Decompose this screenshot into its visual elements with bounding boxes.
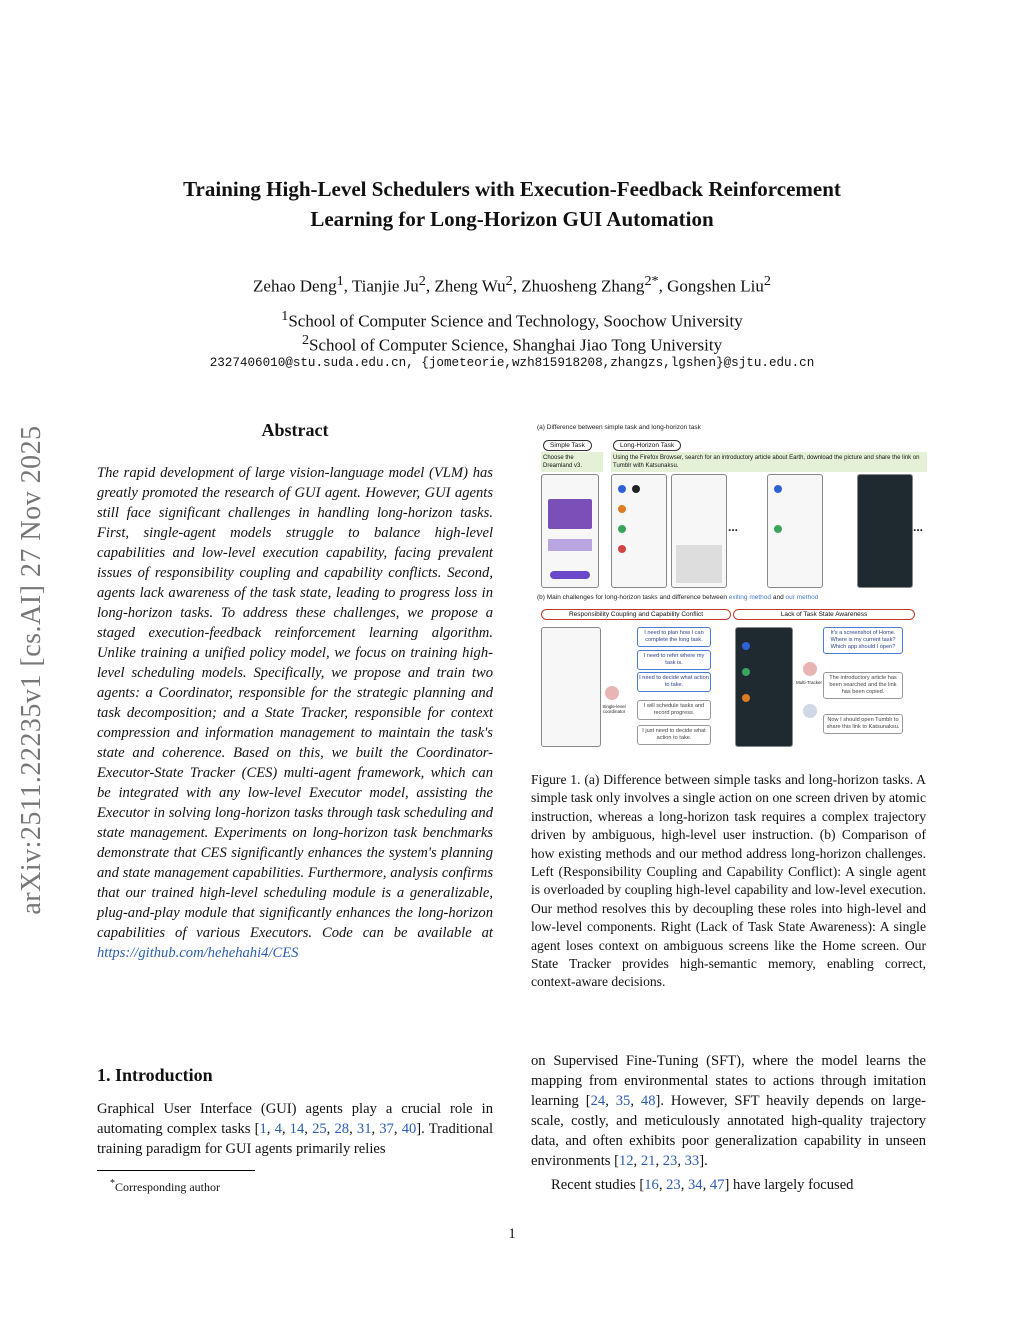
citation-link[interactable]: 14: [289, 1121, 305, 1137]
left-panel-title: Responsibility Coupling and Capability Conflict: [541, 609, 731, 620]
citation-link[interactable]: 21: [640, 1153, 656, 1169]
footnote-text: Corresponding author: [115, 1180, 220, 1194]
footnote: [110, 1178, 220, 1195]
right-bubble-1: It's a screenshot of Home. Where is my current task? Which app should I open?: [823, 627, 903, 654]
abstract-heading: Abstract: [261, 420, 329, 440]
citation-link[interactable]: 47: [709, 1177, 725, 1193]
left-panel-screenshot: [541, 627, 601, 747]
intro-text: ]. Traditional training paradigm for GUI agents primarily relies: [97, 1121, 494, 1157]
title-line-2: Learning for Long-Horizon GUI Automation: [310, 207, 714, 231]
section-heading-introduction: 1. Introduction: [97, 1065, 213, 1085]
figure-part-a-label: (a) Difference between simple task and long-horizon task: [537, 424, 701, 431]
author-name: Zehao Deng: [253, 276, 337, 296]
author-name: Gongshen Liu: [667, 276, 764, 296]
label-b-ours: our method: [785, 594, 819, 601]
right-bubble-2: The introductory article has been searched and the link has been copied.: [823, 672, 903, 699]
citation-link[interactable]: 31: [356, 1121, 372, 1137]
abstract-text: The rapid development of large vision-language model (VLM) has greatly promoted the research of GUI agent. However, GUI agents still face significant challenges in handling long-horizon tasks. First, single-agent models struggle to balance high-level capabilities and low-level execution capability, facing prevalent issues of responsibility coupling and capability conflicts. Second, agents lack awareness of the task state, leading to progress loss in long-horizon tasks. To address these challenges, we propose a staged execution-feedback reinforcement learning algorithm. Unlike training a unified policy model, we focus on training high-level scheduling models. Specifically, we propose and train two agents: a Coordinator, responsible for the strategic planning and task decomposition; and a State Tracker, responsible for context compression and information management to maintain the task's state and coherence. Based on this, we built the Coordinator-Executor-State Tracker (CES) multi-agent framework, which can be integrated with any low-level Executor model, assisting the Executor in solving long-horizon tasks through task scheduling and state management. Experiments on long-horizon task benchmarks demonstrate that CES significantly enhances the system's planning and state management capabilities. Furthermore, analysis confirms that our trained high-level scheduling module is a generalizable, plug-and-play module that significantly enhances the long-horizon capabilities of various Executors. Code can be available at: [97, 465, 493, 941]
arxiv-sidebar-stamp: [10, 380, 54, 960]
label-b-text: (b) Main challenges for long-horizon tasks and difference between: [537, 594, 727, 601]
author-affil-mark: 2: [505, 273, 513, 289]
affiliation-text: School of Computer Science and Technology, Soochow University: [288, 311, 743, 331]
intro-text: ] have largely focused: [724, 1177, 854, 1193]
author-name: Tianjie Ju: [351, 276, 419, 296]
citation-link[interactable]: 35: [615, 1093, 631, 1109]
author-affil-mark: 1: [336, 273, 344, 289]
long-task-screenshot-3: [767, 474, 823, 588]
affiliation-text: School of Computer Science, Shanghai Jiao Tong University: [309, 335, 723, 355]
intro-text: ].: [699, 1153, 708, 1169]
author-emails: 2327406010@stu.suda.edu.cn, {jometeorie,wzh815918208,zhangzs,lgshen}@sjtu.edu.cn: [209, 356, 815, 370]
citation-link[interactable]: 37: [379, 1121, 394, 1137]
intro-text: on Supervised Fine-Tuning (SFT), where the model learns the mapping from environmental states to actions through imitation learning [: [531, 1053, 926, 1109]
multi-tracker-label: Multi-Tracker: [795, 680, 823, 685]
affil-mark: 1: [281, 308, 289, 324]
arxiv-id: arXiv:2511.22235v1 [cs.AI] 27 Nov 2025: [16, 425, 47, 915]
affil-mark: 2: [301, 332, 310, 348]
robot-icon: [803, 662, 817, 676]
figure-1-caption: Figure 1. (a) Difference between simple tasks and long-horizon tasks. A simple task only involves a single action on one screen driven by atomic instruction, whereas a long-horizon task requires a complex trajectory driven by ambiguous, high-level user instruction. (b) Comparison of how existing methods and our method address long-horizon challenges. Left (Responsibility Coupling and Capability Conflict): A single agent is overloaded by coupling high-level capability and low-level execution. Our method resolves this by decoupling these roles into high-level and low-level components. Right (Lack of Task State Awareness): A single agent loses context on ambiguous screens like the Home screen. Our State Tracker provides high-semantic memory, enabling correct, context-aware decisions.: [531, 772, 926, 990]
single-coordinator-label: Single-level coordinator: [602, 704, 626, 714]
label-b-existing: exiting method: [728, 594, 772, 601]
citation-link[interactable]: 40: [401, 1121, 417, 1137]
author-name: Zheng Wu: [434, 276, 506, 296]
left-bubble-2: I need to refer where my task is.: [637, 650, 711, 670]
right-bubble-3: Now I should open Tumblr to share this link to Katsunaksu.: [823, 714, 903, 734]
footnote-rule: [97, 1170, 255, 1171]
simple-task-pill: Simple Task: [543, 440, 592, 451]
citation-link[interactable]: 24: [590, 1093, 606, 1109]
citation-link[interactable]: 16: [644, 1177, 659, 1193]
robot-icon: [803, 704, 817, 718]
title-line-1: Training High-Level Schedulers with Execution-Feedback Reinforcement: [183, 177, 841, 201]
page-number: 1: [508, 1226, 516, 1242]
citation-link[interactable]: 34: [688, 1177, 703, 1193]
figure-part-b-label: [537, 594, 818, 601]
paper-title: [110, 174, 914, 234]
affiliation-2: [110, 328, 914, 358]
long-instruction: Using the Firefox Browser, search for an introductory article about Earth, download the picture and share the link on Tumblr with Katsunaksu.: [611, 452, 927, 472]
brain-icon: [605, 686, 619, 700]
left-bubble-5: I just need to decide what action to take.: [637, 725, 711, 745]
intro-text: ]. However, SFT heavily depends on large-scale, costly, and meticulously annotated high-quality trajectory data, and often exhibits poor generalization capability in unseen environments [: [531, 1093, 927, 1169]
citation-link[interactable]: 12: [618, 1153, 634, 1169]
author-affil-mark: 2: [763, 273, 771, 289]
intro-paragraph-2: on Supervised Fine-Tuning (SFT), where the model learns the mapping from environmental states to actions through imitation learning [24, 35, 48]. However, SFT heavily depends on large-scale, costly, and meticulously annotated high-quality trajectory data, and often exhibits poor generalization capability in unseen environments [12, 21, 23, 33].: [531, 1053, 927, 1169]
citation-link[interactable]: 23: [662, 1153, 678, 1169]
left-bubble-4: I will schedule tasks and record progress.: [637, 700, 711, 720]
left-bubble-1: I need to plan how I can complete the long task.: [637, 627, 711, 647]
intro-text: Recent studies [: [551, 1177, 645, 1193]
ellipsis-2: ...: [913, 520, 924, 534]
citation-link[interactable]: 25: [312, 1121, 327, 1137]
citation-link[interactable]: 28: [334, 1121, 350, 1137]
author-name: Zhuosheng Zhang: [521, 276, 645, 296]
intro-paragraph-1: Graphical User Interface (GUI) agents play a crucial role in automating complex tasks [1, 4, 14, 25, 28, 31, 37, 40]. Traditional training paradigm for GUI agents primarily relies: [97, 1101, 494, 1157]
author-affil-mark: 2*: [644, 273, 659, 289]
citation-link[interactable]: 33: [684, 1153, 700, 1169]
citation-link[interactable]: 48: [640, 1093, 656, 1109]
abstract-body: [97, 463, 493, 963]
left-bubble-3: I need to decide what action to take.: [637, 672, 711, 692]
simple-instruction: Choose the Dreamland v3.: [541, 452, 603, 472]
citation-link[interactable]: 1: [259, 1121, 267, 1137]
footnote-mark: *: [110, 1178, 115, 1189]
code-link[interactable]: https://github.com/hehehahi4/CES: [97, 945, 299, 961]
long-task-screenshot-2: [671, 474, 727, 588]
simple-task-screenshot: [541, 474, 599, 588]
long-task-pill: Long-Horizon Task: [613, 440, 681, 451]
citation-link[interactable]: 23: [666, 1177, 681, 1193]
author-affil-mark: 2: [418, 273, 426, 289]
right-panel-screenshot: [735, 627, 793, 747]
intro-paragraph-3: Recent studies [16, 23, 34, 47] have largely focused: [551, 1177, 854, 1193]
intro-text: Graphical User Interface (GUI) agents play a crucial role in automating complex tasks [: [97, 1101, 493, 1137]
author-list: Zehao Deng$^1$, Tianjie Ju$^2$, Zheng Wu$^2$, Zhuosheng Zhang$^{2*}$, Gongshen Liu$^2$: [253, 273, 771, 296]
citation-link[interactable]: 4: [274, 1121, 282, 1137]
right-panel-title: Lack of Task State Awareness: [733, 609, 915, 620]
ellipsis-1: ...: [728, 520, 739, 534]
label-b-and: and: [772, 594, 784, 601]
long-task-screenshot-1: [611, 474, 667, 588]
figure-1: [537, 422, 929, 760]
long-task-screenshot-4: [857, 474, 913, 588]
